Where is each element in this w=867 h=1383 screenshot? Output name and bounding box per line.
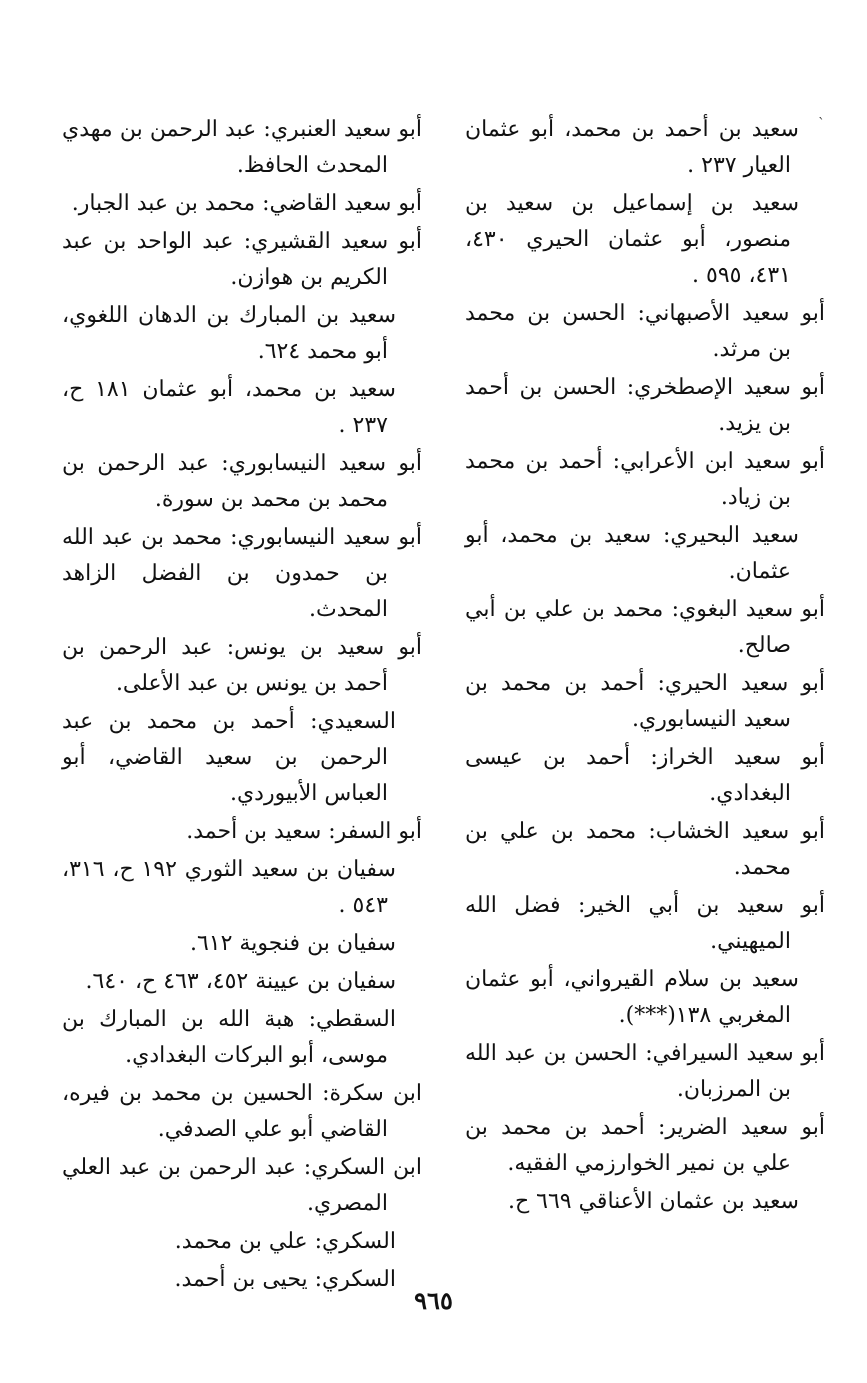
- index-entry: أبو سعيد السيرافي: الحسن بن عبد الله بن المرزبان.: [465, 1041, 825, 1102]
- index-entry: سفيان بن فنجوية ٦١٢.: [189, 931, 396, 956]
- index-entry: أبو سعيد الإصطخري: الحسن بن أحمد بن يزيد.: [465, 375, 825, 436]
- index-entry: أبو سعيد العنبري: عبد الرحمن بن مهدي المحدث الحافظ.: [62, 117, 422, 178]
- index-entry: أبو سعيد الخراز: أحمد بن عيسى البغدادي.: [465, 745, 825, 806]
- index-entry: أبو سعيد الأصبهاني: الحسن بن محمد بن مرثد.: [465, 301, 825, 362]
- index-entry: سفيان بن عيينة ٤٥٢، ٤٦٣ ح، ٦٤٠.: [85, 969, 396, 994]
- index-entry: السكري: يحيى بن أحمد.: [174, 1267, 396, 1292]
- index-entry: سعيد بن المبارك بن الدهان اللغوي، أبو محمد ٦٢٤.: [62, 303, 396, 364]
- index-entry: ابن السكري: عبد الرحمن بن عبد العلي المصري.: [62, 1155, 422, 1216]
- index-entry: السقطي: هبة الله بن المبارك بن موسى، أبو البركات البغدادي.: [62, 1007, 396, 1068]
- index-entry: أبو سعيد الحيري: أحمد بن محمد بن سعيد النيسابوري.: [465, 671, 825, 732]
- index-entry: ابن سكرة: الحسين بن محمد بن فيره، القاضي أبو علي الصدفي.: [62, 1081, 422, 1142]
- page-number: ٩٦٥: [414, 1286, 453, 1315]
- index-entry: أبو سعيد بن يونس: عبد الرحمن بن أحمد بن يونس بن عبد الأعلى.: [62, 635, 422, 696]
- index-entry: أبو سعيد النيسابوري: محمد بن عبد الله بن حمدون بن الفضل الزاهد المحدث.: [62, 525, 422, 622]
- right-column: [465, 112, 825, 1222]
- index-entry: أبو سعيد الخشاب: محمد بن علي بن محمد.: [465, 819, 825, 880]
- index-entry: سعيد بن سلام القيرواني، أبو عثمان المغربي ١٣٨(***).: [465, 967, 799, 1028]
- index-entry: أبو سعيد القاضي: محمد بن عبد الجبار.: [71, 191, 422, 216]
- index-entry: سعيد بن إسماعيل بن سعيد بن منصور، أبو عثمان الحيري ٤٣٠، ٤٣١، ٥٩٥ .: [465, 191, 799, 288]
- index-entry: أبو سعيد النيسابوري: عبد الرحمن بن محمد بن محمد بن سورة.: [62, 451, 422, 512]
- index-entry: سفيان بن سعيد الثوري ١٩٢ ح، ٣١٦، ٥٤٣ .: [62, 857, 396, 918]
- index-entry: أبو سعيد البغوي: محمد بن علي بن أبي صالح.: [465, 597, 825, 658]
- index-entry: سعيد بن عثمان الأعناقي ٦٦٩ ح.: [507, 1189, 799, 1214]
- left-column: [62, 112, 422, 1300]
- index-entry: سعيد البحيري: سعيد بن محمد، أبو عثمان.: [465, 523, 799, 584]
- index-entry: أبو سعيد القشيري: عبد الواحد بن عبد الكريم بن هوازن.: [62, 229, 422, 290]
- index-entry: السعيدي: أحمد بن محمد بن عبد الرحمن بن سعيد القاضي، أبو العباس الأبيوردي.: [62, 709, 396, 806]
- index-entry: أبو سعيد الضرير: أحمد بن محمد بن علي بن نمير الخوارزمي الفقيه.: [465, 1115, 825, 1176]
- index-entry: سعيد بن محمد، أبو عثمان ١٨١ ح، ٢٣٧ .: [62, 377, 396, 438]
- index-entry: أبو سعيد ابن الأعرابي: أحمد بن محمد بن زياد.: [465, 449, 825, 510]
- corner-mark: ˋ: [818, 116, 825, 132]
- index-entry: أبو سعيد بن أبي الخير: فضل الله الميهيني.: [465, 893, 825, 954]
- index-entry: السكري: علي بن محمد.: [174, 1229, 396, 1254]
- index-entry: أبو السفر: سعيد بن أحمد.: [186, 819, 422, 844]
- index-entry: سعيد بن أحمد بن محمد، أبو عثمان العيار ٢٣٧ .: [465, 117, 799, 178]
